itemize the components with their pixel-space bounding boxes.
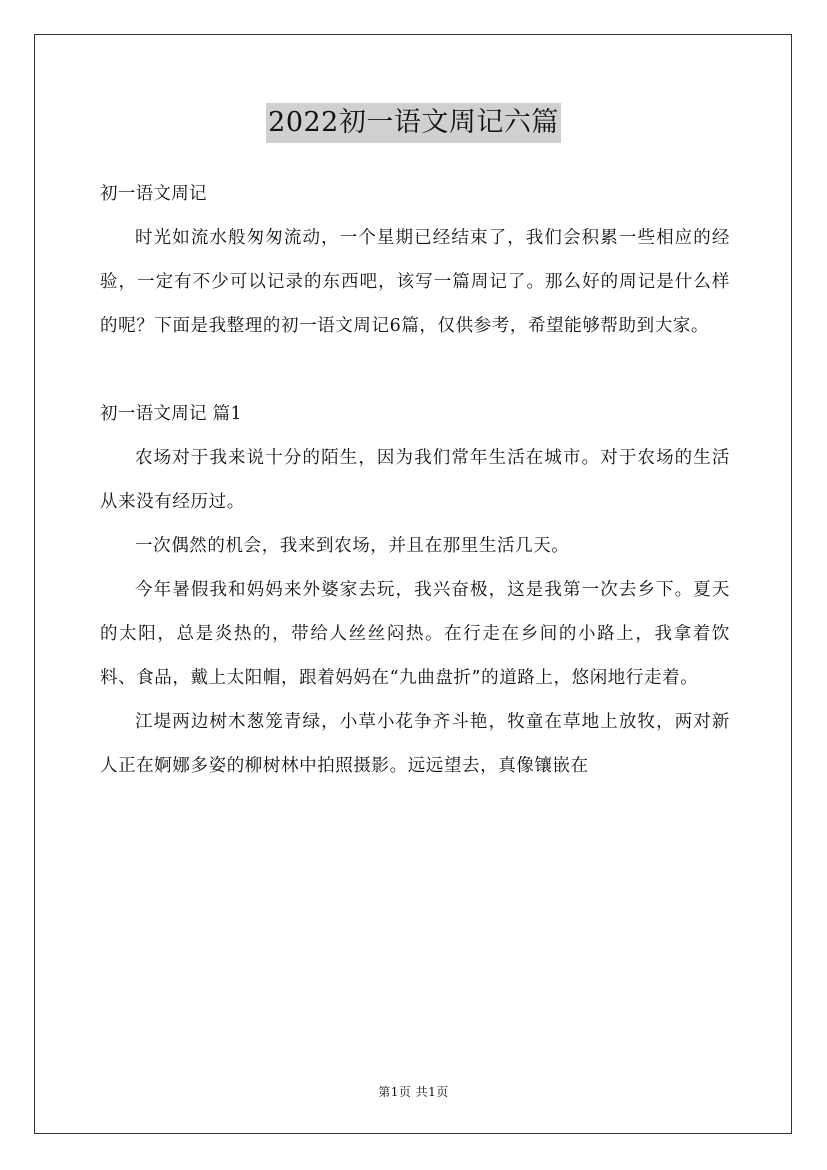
section-heading: 初一语文周记 篇1 xyxy=(100,404,242,424)
page-number: 第1页 共1页 xyxy=(378,1085,449,1099)
body-paragraph: 江堤两边树木葱笼青绿，小草小花争齐斗艳，牧童在草地上放牧，两对新人正在婀娜多姿的柳树林中拍照摄影。远远望去，真像镶嵌在 xyxy=(100,712,730,776)
body-paragraph: 农场对于我来说十分的陌生，因为我们常年生活在城市。对于农场的生活从来没有经历过。 xyxy=(100,448,730,512)
document-title xyxy=(0,101,827,143)
body-paragraph: 一次偶然的机会，我来到农场，并且在那里生活几天。 xyxy=(135,536,570,556)
intro-heading: 初一语文周记 xyxy=(100,184,207,204)
intro-paragraph: 时光如流水般匆匆流动，一个星期已经结束了，我们会积累一些相应的经验，一定有不少可以记录的东西吧，该写一篇周记了。那么好的周记是什么样的呢？下面是我整理的初一语文周记6篇，仅供参考，希望能够帮助到大家。 xyxy=(100,228,730,336)
page-footer xyxy=(0,1082,827,1102)
section-spacer xyxy=(100,348,730,392)
document-title-text: 2022初一语文周记六篇 xyxy=(266,103,561,143)
body-paragraph: 今年暑假我和妈妈来外婆家去玩，我兴奋极，这是我第一次去乡下。夏天的太阳，总是炎热的，带给人丝丝闷热。在行走在乡间的小路上，我拿着饮料、食品，戴上太阳帽，跟着妈妈在“九曲盘折”的道路上，悠闲地行走着。 xyxy=(100,580,730,688)
document-body xyxy=(100,172,730,788)
